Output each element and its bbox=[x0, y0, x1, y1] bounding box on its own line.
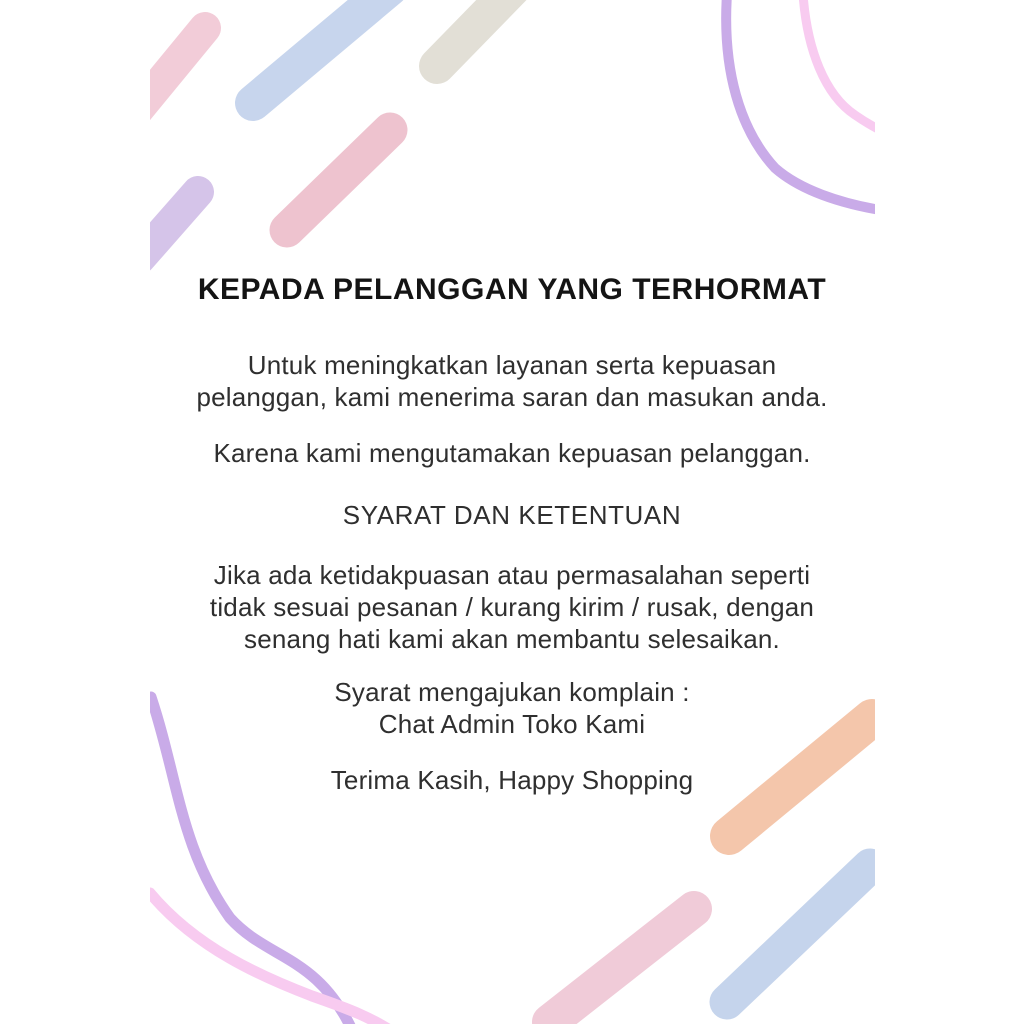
intro-line-1: Untuk meningkatkan layanan serta kepuasan bbox=[247, 350, 777, 380]
priority-line: Karena kami mengutamakan kepuasan pelanggan. bbox=[213, 438, 811, 468]
complaint-paragraph bbox=[0, 676, 1024, 740]
terms-line-2: tidak sesuai pesanan / kurang kirim / rusak, dengan bbox=[209, 592, 815, 622]
terms-line-3: senang hati kami akan membantu selesaikan. bbox=[244, 624, 780, 654]
complaint-line-2: Chat Admin Toko Kami bbox=[378, 709, 646, 739]
intro-line-2: pelanggan, kami menerima saran dan masukan anda. bbox=[196, 382, 828, 412]
terms-heading: SYARAT DAN KETENTUAN bbox=[342, 500, 682, 530]
closing-line: Terima Kasih, Happy Shopping bbox=[330, 765, 694, 795]
intro-paragraph bbox=[0, 349, 1024, 413]
complaint-line-1: Syarat mengajukan komplain : bbox=[334, 677, 690, 707]
terms-paragraph bbox=[0, 559, 1024, 655]
notice-title: KEPADA PELANGGAN YANG TERHORMAT bbox=[197, 273, 827, 306]
terms-line-1: Jika ada ketidakpuasan atau permasalahan seperti bbox=[213, 560, 811, 590]
